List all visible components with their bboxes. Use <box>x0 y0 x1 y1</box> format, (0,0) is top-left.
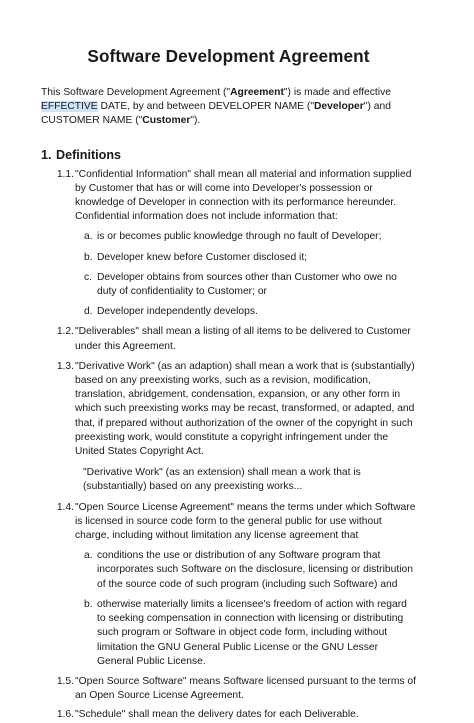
clause-1-4 <box>41 501 416 544</box>
intro-text-2: ") is made and effective <box>283 87 391 98</box>
sub-item-1-1-c <box>84 271 416 299</box>
intro-paragraph <box>41 86 416 129</box>
clause-1-5 <box>41 675 416 703</box>
sub-item-1-4-b <box>84 598 416 669</box>
intro-term-customer: Customer <box>142 115 191 127</box>
sub-item-1-1-d <box>84 305 416 319</box>
section-number: 1. <box>41 147 52 162</box>
sub-item-1-4-a <box>84 549 416 592</box>
clause-number: 1.4. <box>56 501 74 513</box>
clause-number: 1.1. <box>56 168 74 180</box>
section-heading-definitions <box>41 148 416 162</box>
clause-text: "Schedule" shall mean the delivery dates for each Deliverable. <box>75 709 359 721</box>
clause-text: "Confidential Information" shall mean all material and information supplied by Customer that has or will come into Developer's possession or knowledge of Developer in connection with its performance hereunder. Confidential information does not include information that: <box>75 168 412 223</box>
intro-text-4: ") and CUSTOMER NAME (" <box>41 101 391 127</box>
sub-item-letter: b. <box>84 598 93 610</box>
intro-text-3: DATE, by and between DEVELOPER NAME (" <box>97 101 314 113</box>
sub-item-letter: a. <box>84 550 93 562</box>
clause-text: "Deliverables" shall mean a listing of all items to be delivered to Customer under this Agreement. <box>75 326 411 352</box>
sub-item-text: Developer obtains from sources other than Customer who owe no duty of confidentiality to Customer; or <box>97 271 397 298</box>
clause-number: 1.3. <box>56 360 74 372</box>
sub-item-text: Developer independently develops. <box>97 306 258 318</box>
clause-text: "Open Source Software" means Software licensed pursuant to the terms of an Open Source License Agreement. <box>75 675 416 702</box>
clause-text: "Derivative Work" (as an adaption) shall mean a work that is (substantially) based on any preexisting works, such as a revision, modification, translation, abridgement, condensation, expansion, or any other form in which such preexisting works may be recast, transformed, or adapted, and that, if prepared without authorization of the owner of the copyright in such preexisting work, would constitute a copyright infringement under the United States Copyright Act. <box>75 360 415 458</box>
intro-text-1: This Software Development Agreement (" <box>41 87 231 98</box>
sub-item-text: conditions the use or distribution of any Software program that incorporates such Software on the disclosure, licensing or distribution of the source code of such program (including such Software) and <box>97 550 413 590</box>
intro-term-agreement: Agreement <box>230 87 284 98</box>
sub-item-letter: b. <box>84 251 93 263</box>
clause-number: 1.6. <box>56 709 74 721</box>
sub-item-text: is or becomes public knowledge through no fault of Developer; <box>97 231 382 243</box>
sub-item-1-1-a <box>84 230 416 244</box>
clause-1-6 <box>41 708 416 722</box>
sub-item-text: Developer knew before Customer disclosed it; <box>97 251 308 263</box>
clause-1-1 <box>41 168 416 225</box>
clause-1-2 <box>41 325 416 353</box>
intro-text-5: "). <box>190 115 201 127</box>
clause-text: "Open Source License Agreement" means the terms under which Software is licensed in source code form to the general public for use without charge, including without limitation any license agreement that <box>75 501 416 542</box>
clause-number: 1.2. <box>56 326 74 338</box>
effective-placeholder-highlight[interactable]: EFFECTIVE <box>41 101 98 113</box>
document-title: Software Development Agreement <box>87 46 370 66</box>
sub-item-letter: a. <box>84 231 93 243</box>
sub-item-text: otherwise materially limits a licensee's freedom of action with regard to seeking compensation in connection with licensing or distributing such program or Software in object code form, including without limitation the GNU General Public License or the GNU Lesser General Public License. <box>97 598 407 667</box>
clause-1-3-continuation: "Derivative Work" (as an extension) shall mean a work that is (substantially) based on any preexisting works... <box>83 467 361 493</box>
sub-item-letter: c. <box>84 271 93 283</box>
section-title: Definitions <box>56 147 122 162</box>
intro-term-developer: Developer <box>314 101 364 113</box>
sub-item-1-1-b <box>84 251 416 265</box>
sub-item-letter: d. <box>84 306 93 318</box>
clause-number: 1.5. <box>56 675 74 687</box>
clause-1-3 <box>41 360 416 459</box>
